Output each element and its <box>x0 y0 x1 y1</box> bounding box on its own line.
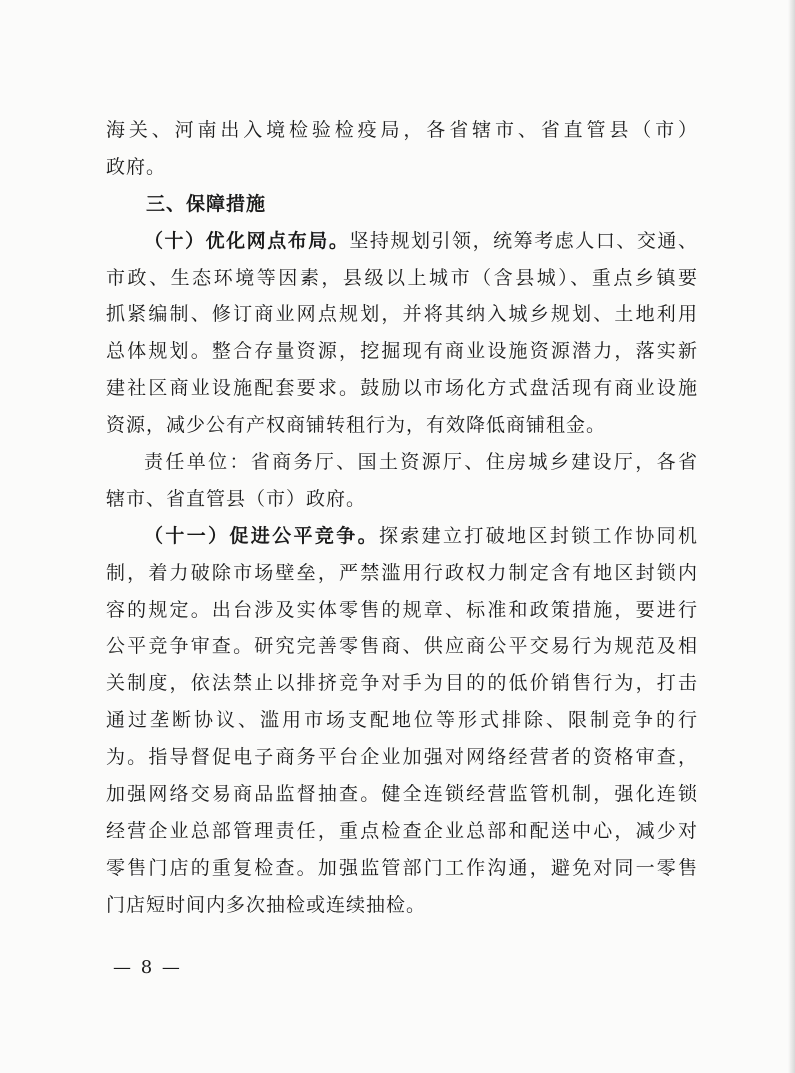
page-edge-shadow <box>788 0 795 1073</box>
text-line: 市政、生态环境等因素，县级以上城市（含县城）、重点乡镇要 <box>106 266 698 289</box>
text-line: 海关、河南出入境检验检疫局，各省辖市、省直管县（市） <box>106 119 698 141</box>
text-line: 资源，减少公有产权商铺转租行为，有效降低商铺租金。 <box>106 414 607 437</box>
text-line: 建社区商业设施配套要求。鼓励以市场化方式盘活现有商业设施 <box>106 377 698 400</box>
page-number: — 8 — <box>113 957 182 978</box>
text-line: 辖市、省直管县（市）政府。 <box>106 487 367 510</box>
text-line: 经营企业总部管理责任，重点检查企业总部和配送中心，减少对 <box>106 819 698 842</box>
text-line: 为。指导督促电子商务平台企业加强对网络经营者的资格审查， <box>106 746 698 769</box>
text-line: 抓紧编制、修订商业网点规划，并将其纳入城乡规划、土地利用 <box>106 303 698 326</box>
text-line: 零售门店的重复检查。加强监管部门工作沟通，避免对同一零售 <box>106 856 698 879</box>
clause-text: 坚持规划引领，统筹考虑人口、交通、 <box>349 229 698 252</box>
paragraph-first-line <box>106 223 698 260</box>
text-line: 容的规定。出台涉及实体零售的规章、标准和政策措施，要进行 <box>106 598 698 621</box>
text-line: 关制度，依法禁止以排挤竞争对手为目的的低价销售行为，打击 <box>106 672 698 695</box>
paragraph-first-line <box>106 518 698 555</box>
text-line: 门店短时间内多次抽检或连续抽检。 <box>106 893 427 916</box>
text-line: 总体规划。整合存量资源，挖掘现有商业设施资源潜力，落实新 <box>106 340 698 363</box>
text-line: 通过垄断协议、滥用市场支配地位等形式排除、限制竞争的行 <box>106 709 698 732</box>
text-line: 制，着力破除市场壁垒，严禁滥用行政权力制定含有地区封锁内 <box>106 561 698 584</box>
document-body <box>106 112 698 924</box>
text-line: 责任单位：省商务厅、国土资源厅、住房城乡建设厅，各省 <box>144 451 698 474</box>
clause-title: （十一）促进公平竞争。 <box>144 524 379 547</box>
text-line: 政府。 <box>106 155 167 178</box>
section-heading: 三、保障措施 <box>146 192 267 215</box>
clause-text: 探索建立打破地区封锁工作协同机 <box>378 524 698 547</box>
text-line: 公平竞争审查。研究完善零售商、供应商公平交易行为规范及相 <box>106 635 698 658</box>
clause-title: （十）优化网点布局。 <box>144 229 350 252</box>
text-line: 加强网络交易商品监督抽查。健全连锁经营监管机制，强化连锁 <box>106 783 698 806</box>
